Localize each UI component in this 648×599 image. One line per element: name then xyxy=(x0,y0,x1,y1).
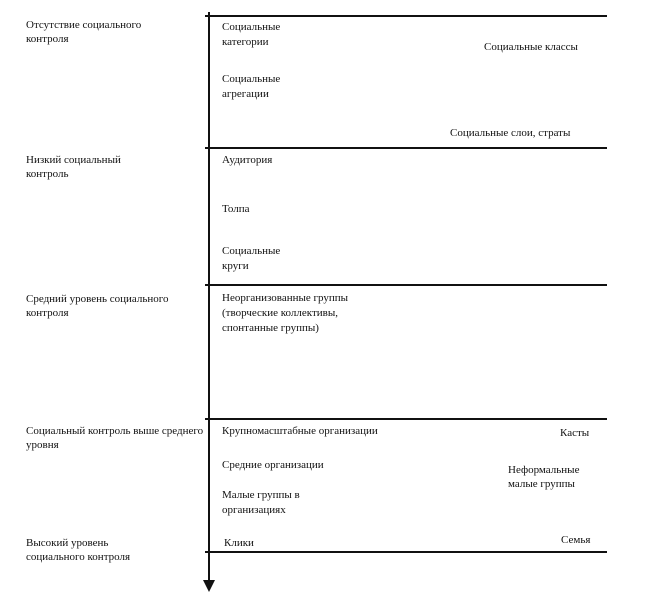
level-divider-3 xyxy=(205,284,607,286)
level-low: Низкий социальный контроль xyxy=(26,154,121,180)
group-social-aggregations: Социальные агрегации xyxy=(222,73,281,100)
level-above-medium: Социальный контроль выше среднего уровня xyxy=(26,425,204,451)
level-none: Отсутствие социального контроля xyxy=(26,19,142,45)
group-small-groups-in-orgs: Малые группы в организациях xyxy=(222,489,300,516)
group-social-strata: Социальные слои, страты xyxy=(450,127,571,139)
group-large-organizations: Крупномасштабные организации xyxy=(222,425,378,437)
group-unorganized: Неорганизованные группы (творческие коллективы, спонтанные группы) xyxy=(222,292,349,334)
level-divider-4 xyxy=(205,418,607,420)
axis-arrow-icon xyxy=(203,580,215,592)
group-social-circles: Социальные круги xyxy=(222,245,281,272)
level-medium: Средний уровень социального контроля xyxy=(26,293,169,319)
group-social-categories: Социальные категории xyxy=(222,21,281,48)
level-divider-1 xyxy=(205,15,607,17)
control-axis xyxy=(208,12,210,586)
group-medium-organizations: Средние организации xyxy=(222,459,324,471)
level-high: Высокий уровень социального контроля xyxy=(26,537,131,563)
group-audience: Аудитория xyxy=(222,154,273,166)
group-social-classes: Социальные классы xyxy=(484,41,578,53)
level-divider-2 xyxy=(205,147,607,149)
group-crowd: Толпа xyxy=(222,203,250,215)
level-divider-5 xyxy=(205,551,607,553)
group-informal-small-groups: Неформальные малые группы xyxy=(508,464,580,490)
group-castes: Касты xyxy=(560,427,590,439)
group-cliques: Клики xyxy=(224,537,254,549)
group-family: Семья xyxy=(561,534,591,546)
